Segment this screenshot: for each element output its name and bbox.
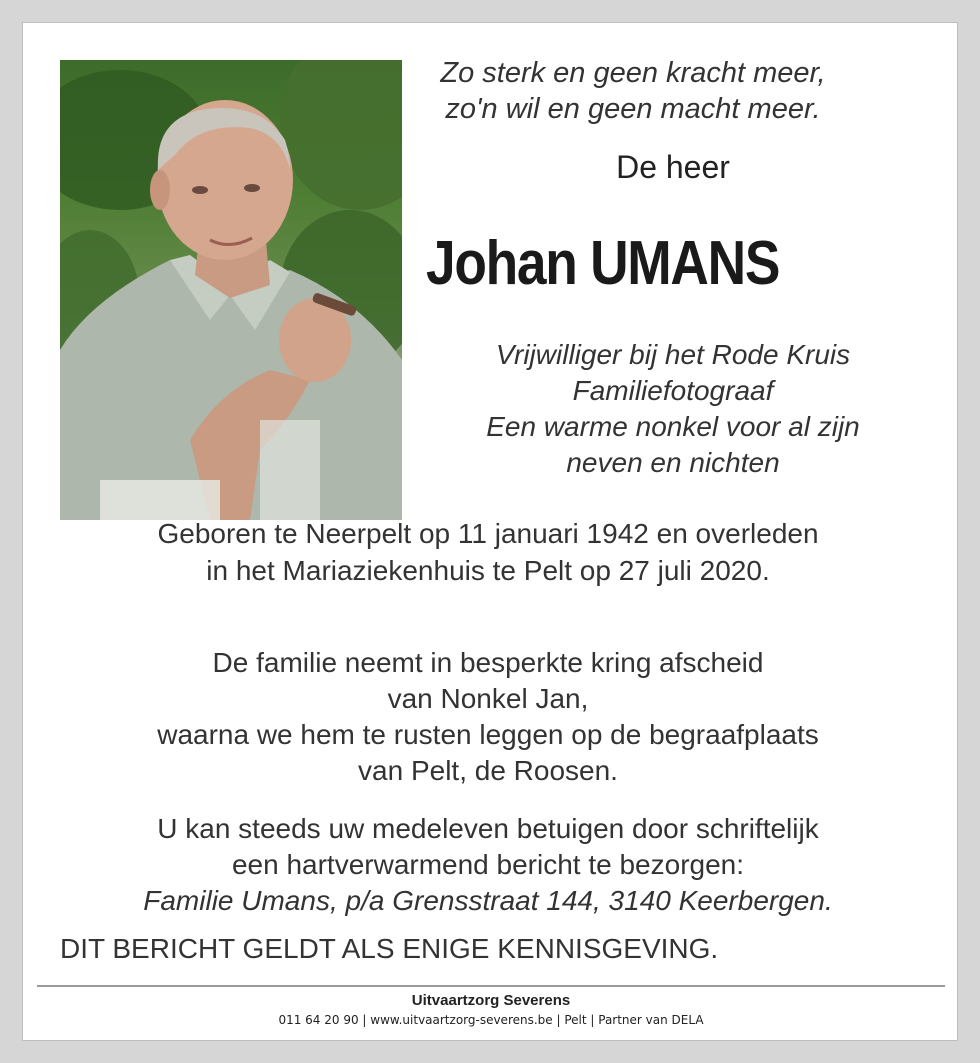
notice: DIT BERICHT GELDT ALS ENIGE KENNISGEVING. bbox=[60, 933, 719, 964]
footer-company: Uitvaartzorg Severens bbox=[411, 992, 571, 1009]
condolence-line: een hartverwarmend bericht te bezorgen: bbox=[231, 849, 745, 880]
portrait-photo bbox=[60, 60, 402, 520]
deceased-name: Johan UMANS bbox=[426, 229, 780, 298]
role-line: Een warme nonkel voor al zijn bbox=[486, 411, 860, 442]
title-prefix: De heer bbox=[616, 149, 730, 185]
poem bbox=[418, 55, 848, 127]
footer-divider bbox=[37, 985, 945, 987]
condolence-address: Familie Umans, p/a Grensstraat 144, 3140 Keerbergen. bbox=[143, 885, 833, 916]
obituary-card bbox=[22, 22, 958, 1041]
footer-contact: 011 64 20 90 | www.uitvaartzorg-severens.be | Pelt | Partner van DELA bbox=[278, 1013, 704, 1027]
poem-line: zo'n wil en geen macht meer. bbox=[445, 93, 821, 125]
farewell-text bbox=[83, 645, 893, 789]
role-line: Vrijwilliger bij het Rode Kruis bbox=[495, 339, 851, 370]
roles bbox=[443, 337, 903, 481]
poem-line: Zo sterk en geen kracht meer, bbox=[440, 57, 826, 89]
dates-line: in het Mariaziekenhuis te Pelt op 27 juli 2020. bbox=[206, 555, 770, 586]
farewell-line: waarna we hem te rusten leggen op de begraafplaats bbox=[157, 719, 819, 750]
farewell-line: van Pelt, de Roosen. bbox=[358, 755, 618, 786]
condolence-line: U kan steeds uw medeleven betuigen door schriftelijk bbox=[157, 813, 819, 844]
birth-death-dates bbox=[83, 515, 893, 589]
farewell-line: van Nonkel Jan, bbox=[387, 683, 589, 714]
farewell-line: De familie neemt in besperkte kring afscheid bbox=[212, 647, 764, 678]
condolence-text bbox=[83, 811, 893, 919]
portrait-illustration bbox=[60, 60, 402, 520]
dates-line: Geboren te Neerpelt op 11 januari 1942 en overleden bbox=[157, 518, 819, 549]
role-line: neven en nichten bbox=[566, 447, 780, 478]
role-line: Familiefotograaf bbox=[572, 375, 774, 406]
